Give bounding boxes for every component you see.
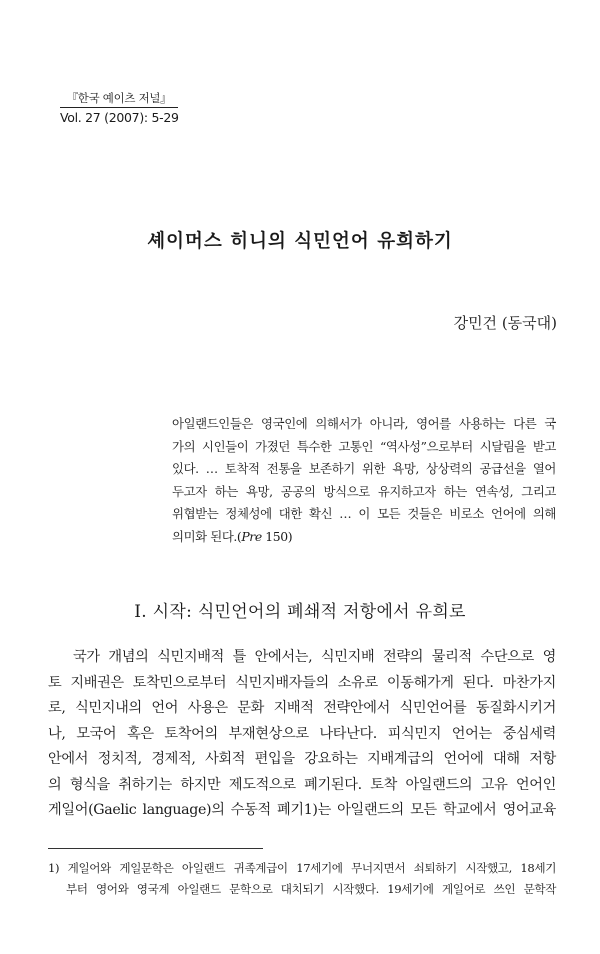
body-line: 국가 개념의 식민지배적 틀 안에서는, 식민지배 전략의 물리적 수단으로 영 xyxy=(73,649,556,665)
epigraph-line: 위협받는 정체성에 대한 확신 … 이 모든 것들은 비로소 언어에 의해 xyxy=(172,506,556,521)
epigraph-last-line xyxy=(172,526,556,549)
body-line: 토 지배권은 토착민으로부터 식민지배자들의 소유로 이동해가게 된다. 마찬가지 xyxy=(48,674,556,691)
footnote xyxy=(48,858,556,900)
body-line: 로, 식민지내의 언어 사용은 문화 지배적 전략안에서 식민언어를 동질화시키거 xyxy=(48,700,556,716)
epigraph-last-text: 의미화 된다.( xyxy=(172,528,242,544)
journal-name: 『한국 예이츠 저널』 xyxy=(66,91,172,105)
journal-volume: Vol. 27 (2007): 5-29 xyxy=(60,110,179,125)
footnote-divider xyxy=(48,848,263,849)
epigraph-citation-work: Pre xyxy=(241,528,262,544)
section-heading: I. 시작: 식민언어의 폐쇄적 저항에서 유희로 xyxy=(134,602,466,622)
epigraph-line: 있다. … 토착적 전통을 보존하기 위한 욕망, 상상력의 공급선을 열어 xyxy=(172,461,556,476)
footnote-line: 1) 게일어와 게일문학은 아일랜드 귀족계급이 17세기에 무너지면서 쇠퇴하기 시작했고, 18세기 xyxy=(48,861,556,875)
journal-divider xyxy=(60,107,178,108)
epigraph-line: 가의 시인들이 가졌던 특수한 고통인 “역사성”으로부터 시달림을 받고 xyxy=(172,438,556,454)
article-author: 강민건 (동국대) xyxy=(453,314,557,332)
body-line: 게일어(Gaelic language)의 수동적 폐기1)는 아일랜드의 모든 학교에서 영어교육 xyxy=(48,802,556,818)
epigraph-citation-page: 150) xyxy=(261,528,293,544)
body-line: 나, 모국어 혹은 토착어의 부재현상으로 나타난다. 피식민지 언어는 중심세력 xyxy=(48,725,556,742)
epigraph-line: 아일랜드인들은 영국인에 의해서가 아니라, 영어를 사용하는 다른 국 xyxy=(172,416,556,431)
journal-header xyxy=(60,90,178,126)
epigraph xyxy=(172,413,556,548)
article-title: 셰이머스 히니의 식민언어 유희하기 xyxy=(147,231,453,252)
body-line: 안에서 정치적, 경제적, 사회적 편입을 강요하는 지배계급의 언어에 대해 저항 xyxy=(48,751,556,767)
body-line: 의 형식을 취하기는 하지만 제도적으로 폐기된다. 토착 아일랜드의 고유 언어인 xyxy=(48,776,556,793)
body-paragraph xyxy=(48,645,556,824)
epigraph-line: 두고자 하는 욕망, 공공의 방식으로 유지하고자 하는 연속성, 그리고 xyxy=(172,483,556,499)
footnote-line: 부터 영어와 영국계 아일랜드 문학으로 대치되기 시작했다. 19세기에 게일어로 쓰인 문학작 xyxy=(66,882,556,896)
